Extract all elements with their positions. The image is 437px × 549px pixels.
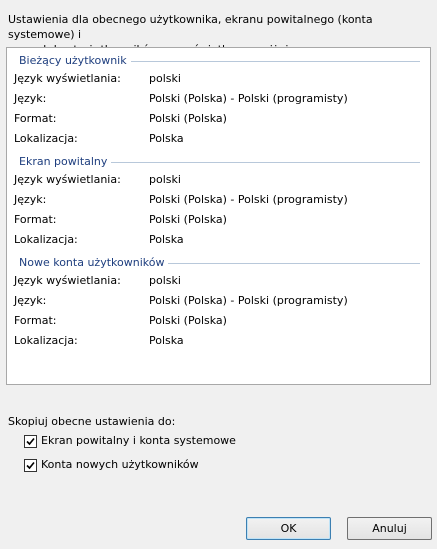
setting-value: Polski (Polska)	[149, 213, 227, 226]
setting-value: Polska	[149, 132, 184, 145]
copy-settings-label: Skopiuj obecne ustawienia do:	[8, 415, 176, 428]
setting-value: Polski (Polska) - Polski (programisty)	[149, 193, 348, 206]
setting-value: polski	[149, 72, 181, 85]
setting-row-input-language	[14, 293, 424, 309]
setting-row-input-language	[14, 192, 424, 208]
setting-value: polski	[149, 173, 181, 186]
setting-key: Język wyświetlania:	[14, 274, 121, 287]
setting-key: Format:	[14, 112, 57, 125]
setting-value: Polski (Polska)	[149, 112, 227, 125]
setting-value: Polski (Polska) - Polski (programisty)	[149, 92, 348, 105]
setting-key: Język wyświetlania:	[14, 173, 121, 186]
settings-panel	[6, 47, 431, 385]
setting-row-format	[14, 111, 424, 127]
cancel-button[interactable]: Anuluj	[347, 517, 432, 540]
setting-row-display-language	[14, 273, 424, 289]
setting-key: Język:	[14, 92, 47, 105]
setting-key: Format:	[14, 314, 57, 327]
setting-value: Polski (Polska) - Polski (programisty)	[149, 294, 348, 307]
setting-row-display-language	[14, 172, 424, 188]
setting-row-location	[14, 131, 424, 147]
setting-value: polski	[149, 274, 181, 287]
group-header	[19, 54, 420, 68]
setting-key: Lokalizacja:	[14, 334, 78, 347]
setting-row-location	[14, 333, 424, 349]
setting-key: Język wyświetlania:	[14, 72, 121, 85]
group-header	[19, 155, 420, 169]
setting-value: Polska	[149, 233, 184, 246]
setting-key: Lokalizacja:	[14, 233, 78, 246]
setting-row-format	[14, 313, 424, 329]
setting-key: Lokalizacja:	[14, 132, 78, 145]
group-title: Bieżący użytkownik	[19, 54, 131, 68]
setting-key: Język:	[14, 294, 47, 307]
setting-row-display-language	[14, 71, 424, 87]
intro-text: Ustawienia dla obecnego użytkownika, ekranu powitalnego (konta systemowe) i	[8, 13, 373, 41]
setting-row-location	[14, 232, 424, 248]
setting-value: Polska	[149, 334, 184, 347]
setting-value: Polski (Polska)	[149, 314, 227, 327]
checkbox-label[interactable]: Ekran powitalny i konta systemowe	[41, 434, 236, 447]
setting-row-input-language	[14, 91, 424, 107]
checkbox-label[interactable]: Konta nowych użytkowników	[41, 458, 199, 471]
setting-key: Język:	[14, 193, 47, 206]
group-header	[19, 256, 420, 270]
group-title: Nowe konta użytkowników	[19, 256, 168, 270]
checkbox-checked-icon[interactable]	[24, 459, 37, 472]
setting-row-format	[14, 212, 424, 228]
setting-key: Format:	[14, 213, 57, 226]
ok-button[interactable]: OK	[246, 517, 331, 540]
checkbox-checked-icon[interactable]	[24, 435, 37, 448]
group-title: Ekran powitalny	[19, 155, 111, 169]
